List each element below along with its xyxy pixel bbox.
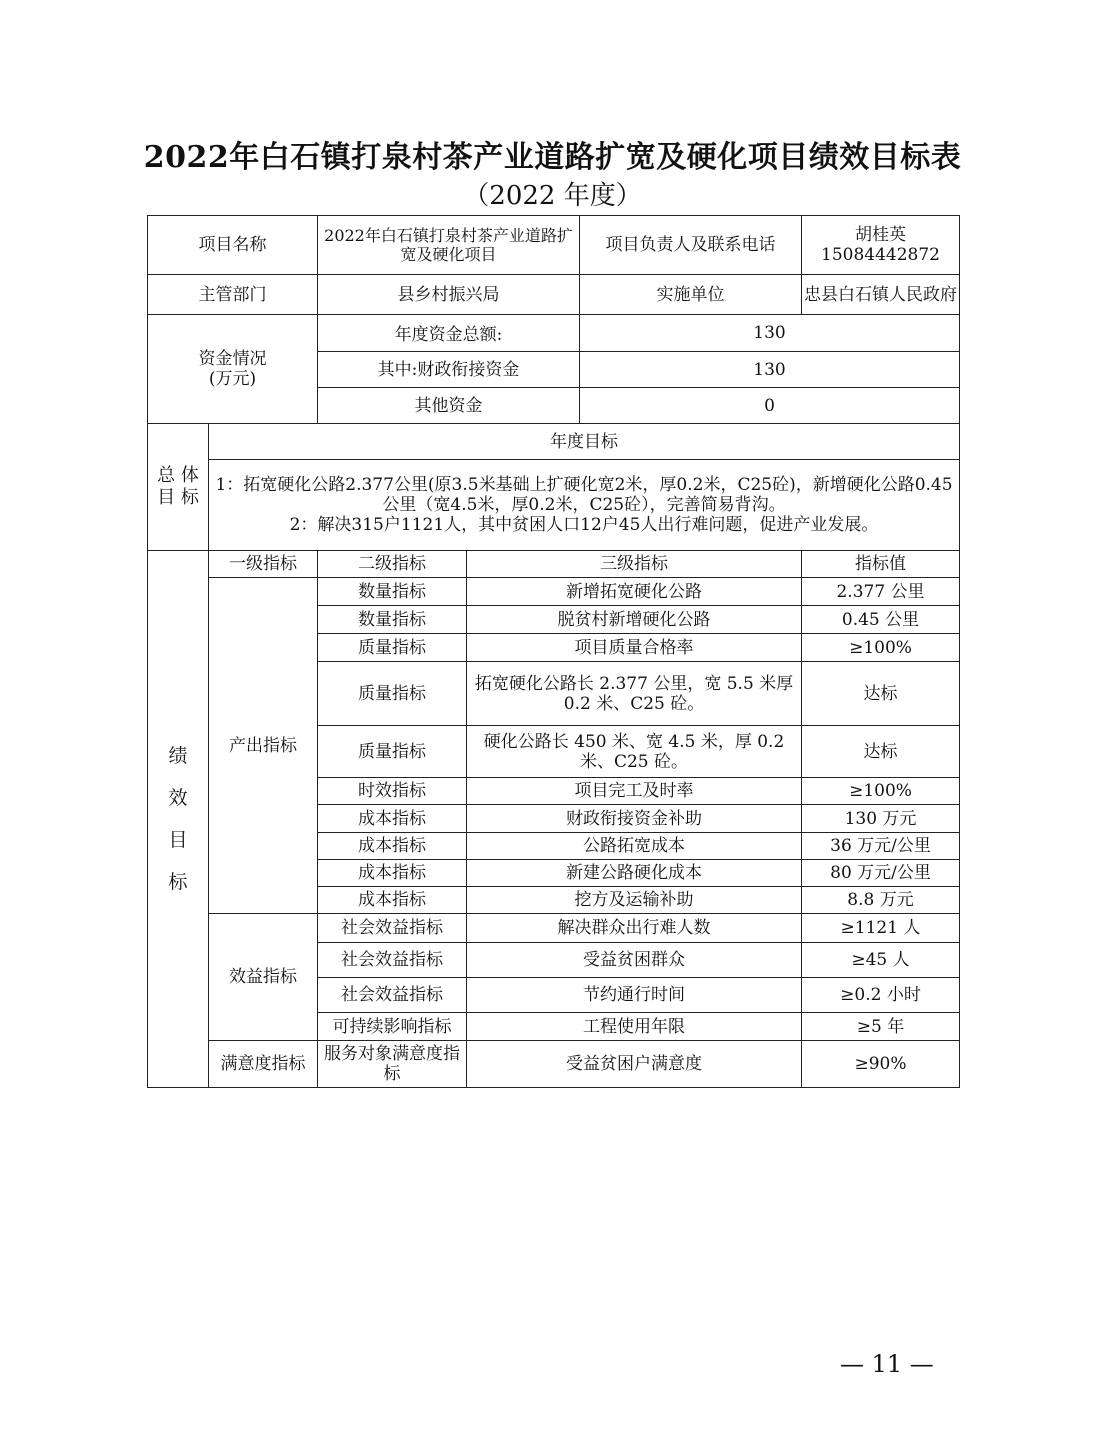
header-level3: 三级指标 [467,551,802,578]
table-row [148,1041,960,1088]
funds-other-value: 0 [580,388,960,424]
level2-cell: 成本指标 [318,887,467,914]
level3-cell: 解决群众出行难人数 [467,914,802,943]
value-cell: ≥1121 人 [802,914,960,943]
funds-fiscal-value: 130 [580,352,960,388]
group-output: 产出指标 [209,578,318,914]
value-cell: 36 万元/公里 [802,833,960,860]
level2-cell: 社会效益指标 [318,943,467,978]
level3-cell: 挖方及运输补助 [467,887,802,914]
responsible-label: 项目负责人及联系电话 [580,216,802,275]
value-cell: 2.377 公里 [802,578,960,606]
document-title: 2022年白石镇打泉村茶产业道路扩宽及硬化项目绩效目标表 [143,140,962,175]
level2-cell: 社会效益指标 [318,978,467,1013]
performance-goal-char: 标 [168,871,188,893]
annual-goal-header-row [148,424,960,460]
level2-cell: 质量指标 [318,662,467,726]
document-subtitle: （2022 年度） [463,181,642,211]
funds-total-label: 年度资金总额: [318,315,580,352]
value-cell: 0.45 公里 [802,606,960,634]
performance-goal-table [147,215,960,1088]
level2-cell: 质量指标 [318,726,467,778]
annual-goal-line-1: 1：拓宽硬化公路2.377公里(原3.5米基础上扩硬化宽2米，厚0.2米，C25砼)，新增硬化公路0.45公里（宽4.5米，厚0.2米，C25砼），完善简易背沟。 [215,475,953,515]
performance-goal-label [148,551,209,1088]
level3-cell: 硬化公路长 450 米、宽 4.5 米，厚 0.2 米、C25 砼。 [467,726,802,778]
level3-cell: 新增拓宽硬化公路 [467,578,802,606]
header-level1: 一级指标 [209,551,318,578]
level2-cell: 成本指标 [318,860,467,887]
level3-cell: 公路拓宽成本 [467,833,802,860]
annual-goal-label: 年度目标 [209,424,960,460]
annual-goal-content-row [148,460,960,551]
value-cell: 130 万元 [802,805,960,833]
indicator-header-row [148,551,960,578]
page-number: — 11 — [840,1350,934,1378]
level3-cell: 项目质量合格率 [467,634,802,662]
overall-goal-label: 总 体 目 标 [148,424,209,551]
funds-unit: (万元) [208,369,257,389]
level3-cell: 受益贫困群众 [467,943,802,978]
table-row [148,578,960,606]
level3-cell: 财政衔接资金补助 [467,805,802,833]
value-cell: 达标 [802,726,960,778]
value-cell: 8.8 万元 [802,887,960,914]
level2-cell: 服务对象满意度指标 [318,1041,467,1088]
department-row [148,275,960,315]
implementer-value: 忠县白石镇人民政府 [802,275,960,315]
funds-other-label: 其他资金 [318,388,580,424]
project-name-label: 项目名称 [148,216,318,275]
level3-cell: 项目完工及时率 [467,778,802,805]
level2-cell: 时效指标 [318,778,467,805]
value-cell: ≥5 年 [802,1013,960,1041]
level3-cell: 节约通行时间 [467,978,802,1013]
department-value: 县乡村振兴局 [318,275,580,315]
implementer-label: 实施单位 [580,275,802,315]
department-label: 主管部门 [148,275,318,315]
level2-cell: 数量指标 [318,578,467,606]
funds-label-cell [148,315,318,424]
performance-goal-char: 目 [168,829,188,851]
annual-goal-line-2: 2：解决315户1121人，其中贫困人口12户45人出行难问题，促进产业发展。 [289,515,879,535]
project-name-row [148,216,960,275]
value-cell: 80 万元/公里 [802,860,960,887]
funds-label: 资金情况 [198,349,267,369]
level2-cell: 社会效益指标 [318,914,467,943]
level3-cell: 脱贫村新增硬化公路 [467,606,802,634]
value-cell: ≥90% [802,1041,960,1088]
value-cell: 达标 [802,662,960,726]
value-cell: ≥0.2 小时 [802,978,960,1013]
table-row [148,914,960,943]
funds-total-value: 130 [580,315,960,352]
level3-cell: 受益贫困户满意度 [467,1041,802,1088]
performance-goal-char: 效 [168,787,188,809]
responsible-value: 胡桂英 15084442872 [802,216,960,275]
level2-cell: 可持续影响指标 [318,1013,467,1041]
group-satisfaction: 满意度指标 [209,1041,318,1088]
level3-cell: 拓宽硬化公路长 2.377 公里，宽 5.5 米厚 0.2 米、C25 砼。 [467,662,802,726]
header-value: 指标值 [802,551,960,578]
level3-cell: 工程使用年限 [467,1013,802,1041]
project-name-value: 2022年白石镇打泉村茶产业道路扩宽及硬化项目 [318,216,580,275]
level2-cell: 成本指标 [318,805,467,833]
group-benefit: 效益指标 [209,914,318,1041]
annual-goal-content [209,460,960,551]
funds-fiscal-label: 其中:财政衔接资金 [318,352,580,388]
value-cell: ≥100% [802,778,960,805]
value-cell: ≥45 人 [802,943,960,978]
level2-cell: 成本指标 [318,833,467,860]
level2-cell: 质量指标 [318,634,467,662]
value-cell: ≥100% [802,634,960,662]
performance-goal-char: 绩 [168,745,188,767]
funds-total-row [148,315,960,352]
level2-cell: 数量指标 [318,606,467,634]
level3-cell: 新建公路硬化成本 [467,860,802,887]
header-level2: 二级指标 [318,551,467,578]
